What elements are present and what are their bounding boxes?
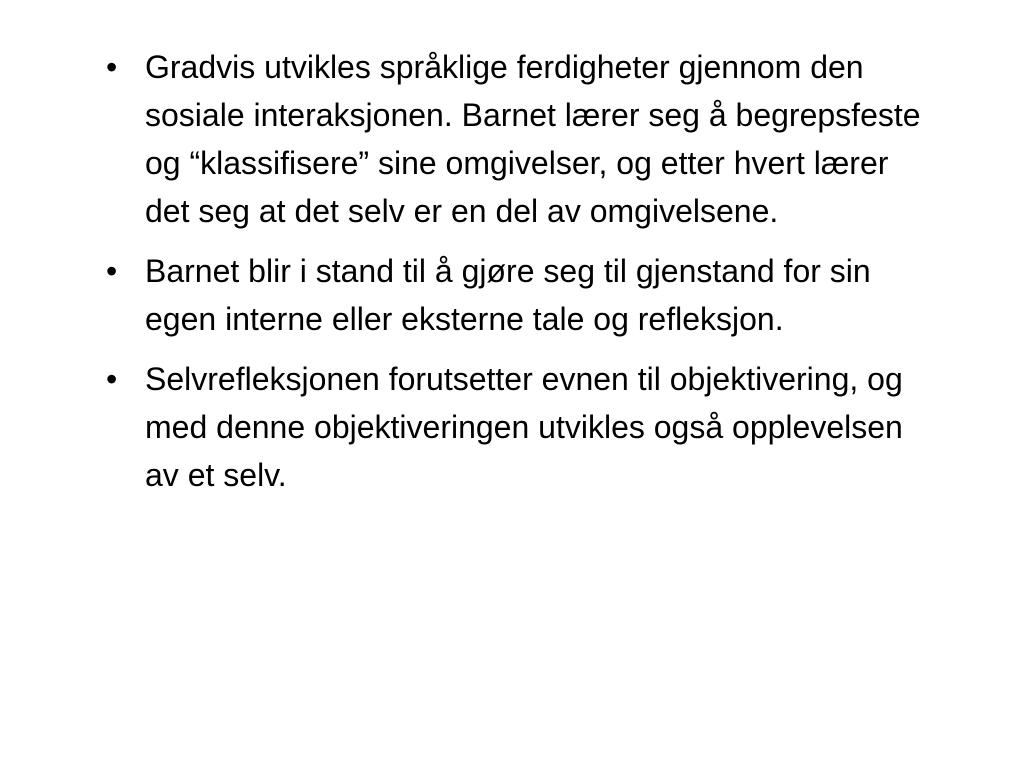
bullet-item: [104, 247, 934, 343]
bullet-text: Selvrefleksjonen forutsetter evnen til objektivering, og med denne objektiveringen utvikles også opplevelsen av et selv.: [145, 361, 903, 493]
bullet-marker-icon: •: [106, 253, 118, 289]
bullet-text: Gradvis utvikles språklige ferdigheter gjennom den sosiale interaksjonen. Barnet lærer seg å begrepsfeste og “klassifisere” sine omgivelser, og etter hvert lærer det seg at det selv er en del av omgivelsene.: [145, 49, 921, 229]
bullet-item: [104, 355, 934, 499]
bullet-marker-icon: •: [106, 361, 118, 397]
bullet-text: Barnet blir i stand til å gjøre seg til gjenstand for sin egen interne eller eksterne tale og refleksjon.: [145, 253, 871, 337]
bullet-list: [104, 43, 934, 511]
bullet-item: [104, 43, 934, 235]
bullet-marker-icon: •: [106, 49, 118, 85]
